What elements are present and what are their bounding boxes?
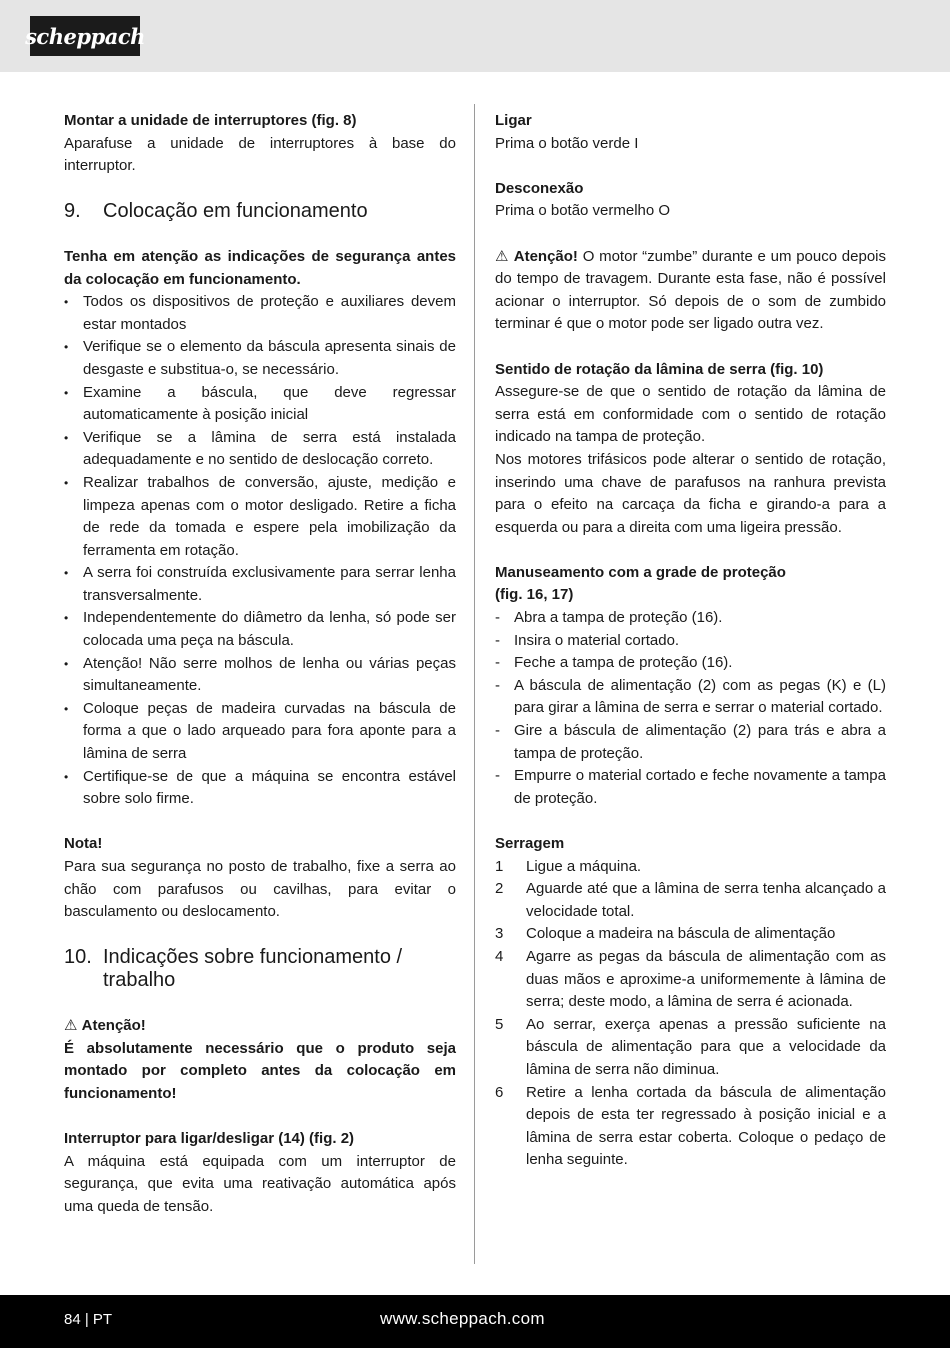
list-item <box>495 1082 886 1172</box>
step-text: Agarre as pegas da báscula de alimentação com as duas mãos e aproxime-a uniformemente à lâmina de serra; deste modo, a lâmina de serra é acionada. <box>526 947 886 1011</box>
list-item <box>495 856 886 879</box>
brand-logo <box>25 16 145 56</box>
warning-triangle-icon: ⚠ <box>495 247 509 265</box>
list-item: - Abra a tampa de proteção (16). <box>495 607 886 630</box>
attention-text: É absolutamente necessário que o produto seja montado por completo antes da colocação em funcionamento! <box>64 1039 456 1102</box>
list-item: • Realizar trabalhos de conversão, ajuste, medição e limpeza apenas com o motor desligado. Retire a ficha de rede da tomada e espere pela imobilização da ferramenta em rotação. <box>64 472 456 562</box>
step-number: 2 <box>495 880 504 898</box>
step-number: 4 <box>495 947 504 965</box>
note-text: Para sua segurança no posto de trabalho, fixe a serra ao chão com parafusos ou cavilhas, para evitar o basculamento ou deslocamento. <box>64 858 456 921</box>
step-text: Ao serrar, exerça apenas a pressão suficiente na báscula de alimentação para que a velocidade da lâmina de serra não diminua. <box>526 1015 886 1078</box>
list-item: • Atenção! Não serre molhos de lenha ou várias peças simultaneamente. <box>64 653 456 698</box>
step-text: Coloque a madeira na báscula de alimentação <box>526 925 836 943</box>
section-10-title: Indicações sobre funcionamento / trabalho <box>103 946 403 992</box>
list-item: - Insira o material cortado. <box>495 630 886 653</box>
list-item: • Todos os dispositivos de proteção e auxiliares devem estar montados <box>64 291 456 336</box>
list-item: • Examine a báscula, que deve regressar automaticamente à posição inicial <box>64 382 456 427</box>
footer-bar <box>0 1295 950 1348</box>
step-number: 1 <box>495 857 504 875</box>
list-item: • Coloque peças de madeira curvadas na báscula de forma a que o lado arqueado para fora aponte para a lâmina de serra <box>64 698 456 766</box>
left-column <box>64 110 456 1218</box>
page-number: 84 | PT <box>64 1311 113 1328</box>
off-text: Prima o botão vermelho O <box>495 202 671 220</box>
grid-title-1: Manuseamento com a grade de proteção <box>495 563 786 581</box>
section-9-intro: Tenha em atenção as indicações de segurança antes da colocação em funcionamento. <box>64 247 456 288</box>
step-number: 5 <box>495 1015 504 1033</box>
mount-title: Montar a unidade de interruptores (fig. 8) <box>64 112 357 129</box>
list-item <box>495 878 886 923</box>
warning-triangle-icon: ⚠ <box>64 1016 78 1034</box>
list-item: • Verifique se a lâmina de serra está instalada adequadamente e no sentido de deslocação correto. <box>64 427 456 472</box>
list-item: - Gire a báscula de alimentação (2) para trás e abra a tampa de proteção. <box>495 720 886 765</box>
attention-label: Atenção! <box>81 1016 146 1034</box>
list-item: • Certifique-se de que a máquina se encontra estável sobre solo firme. <box>64 766 456 811</box>
saw-title: Serragem <box>495 835 565 852</box>
rotation-text-1: Assegure-se de que o sentido de rotação da lâmina de serra está em conformidade com o sentido de rotação indicado na tampa de proteção. <box>495 383 886 446</box>
list-item: - Empurre o material cortado e feche novamente a tampa de proteção. <box>495 765 886 810</box>
list-item: - A báscula de alimentação (2) com as pegas (K) e (L) para girar a lâmina de serra e serrar o material cortado. <box>495 675 886 720</box>
on-title: Ligar <box>495 112 532 129</box>
grid-steps-list <box>495 607 886 810</box>
hum-text: O motor “zumbe” durante e um pouco depois do tempo de travagem. Durante esta fase, não é possível acionar o interruptor. Só depois de o som de zumbido terminar é que o motor pode ser ligado outra vez. <box>495 247 887 333</box>
column-divider <box>474 104 475 1264</box>
mount-text: Aparafuse a unidade de interruptores à base do interruptor. <box>64 134 456 175</box>
switch-text: A máquina está equipada com um interruptor de segurança, que evita uma reativação automática após uma queda de tensão. <box>64 1152 456 1215</box>
section-9-heading <box>64 200 456 223</box>
section-10-heading <box>64 946 456 992</box>
step-number: 6 <box>495 1083 504 1101</box>
on-text: Prima o botão verde I <box>495 134 639 152</box>
list-item: • Verifique se o elemento da báscula apresenta sinais de desgaste e substitua-o, se necessário. <box>64 336 456 381</box>
saw-steps-list <box>495 856 886 1172</box>
hum-warning <box>495 246 886 336</box>
safety-bullet-list <box>64 291 456 811</box>
website-link[interactable]: www.scheppach.com <box>380 1309 545 1328</box>
switch-title: Interruptor para ligar/desligar (14) (fig. 2) <box>64 1129 355 1147</box>
grid-title-2: (fig. 16, 17) <box>495 586 574 604</box>
brand-logo-text: scheppach <box>25 23 145 49</box>
rotation-text-2: Nos motores trifásicos pode alterar o sentido de rotação, inserindo uma chave de parafusos na ranhura prevista para o efeito na carcaça da ficha e girando-a para a esquerda ou para a direita com uma ligeira pressão. <box>495 450 886 536</box>
list-item <box>495 923 886 946</box>
list-item: - Feche a tampa de proteção (16). <box>495 652 886 675</box>
section-9-title: Colocação em funcionamento <box>103 200 368 223</box>
right-column <box>495 110 886 1172</box>
step-number: 3 <box>495 925 504 943</box>
attention-heading <box>64 1015 456 1038</box>
step-text: Retire a lenha cortada da báscula de alimentação depois de esta ter regressado à posição inicial e a lâmina de serra estar coberta. Coloque o pedaço de lenha seguinte. <box>526 1083 886 1169</box>
hum-label: Atenção! <box>513 247 578 265</box>
section-9-number: 9. <box>64 200 81 223</box>
list-item <box>495 946 886 1014</box>
list-item: • Independentemente do diâmetro da lenha, só pode ser colocada uma peça na báscula. <box>64 607 456 652</box>
rotation-title: Sentido de rotação da lâmina de serra (fig. 10) <box>495 360 824 378</box>
note-title: Nota! <box>64 835 103 853</box>
section-10-number: 10. <box>64 946 92 969</box>
step-text: Ligue a máquina. <box>526 857 642 875</box>
step-text: Aguarde até que a lâmina de serra tenha alcançado a velocidade total. <box>526 880 886 920</box>
off-title: Desconexão <box>495 179 584 197</box>
list-item: • A serra foi construída exclusivamente para serrar lenha transversalmente. <box>64 562 456 607</box>
header-bar <box>0 0 950 72</box>
list-item <box>495 1014 886 1082</box>
